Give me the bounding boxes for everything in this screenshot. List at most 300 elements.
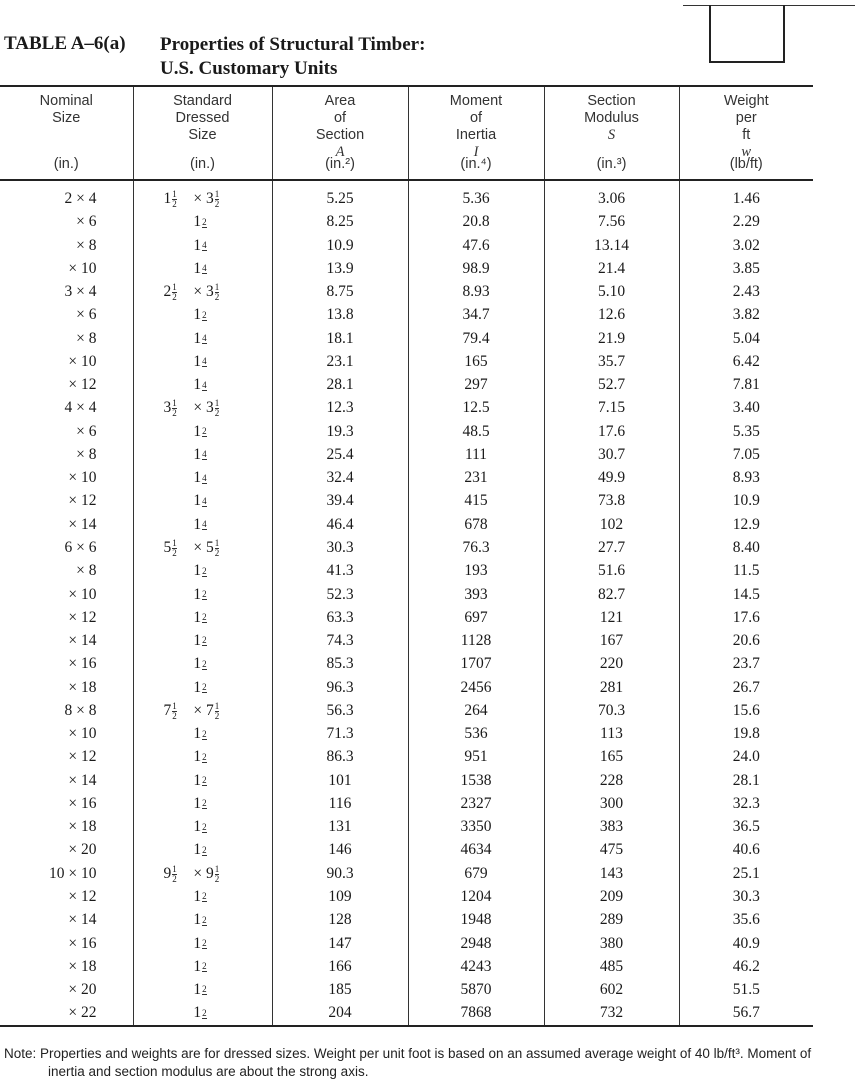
area-cell: 56.3: [272, 699, 408, 722]
table-row: [0, 234, 813, 257]
weight-cell: 32.3: [732, 794, 760, 812]
dressed-size-cell: 1 4: [133, 443, 272, 466]
table-row: [0, 303, 813, 326]
weight-cell: 28.1: [732, 771, 760, 789]
inertia-cell: 4243: [408, 955, 544, 978]
inertia-cell: 79.4: [408, 327, 544, 350]
inertia-cell: 2327: [408, 792, 544, 815]
modulus-cell: 70.3: [544, 699, 679, 722]
fraction: $\frac{1}{2}$: [172, 188, 177, 209]
weight-cell: 12.9: [732, 515, 760, 533]
dressed-size-cell: 1 2: [133, 676, 272, 699]
fraction: 4: [202, 472, 207, 483]
modulus-cell: 21.4: [544, 257, 679, 280]
weight-cell: 3.40: [732, 399, 760, 417]
area-cell: 28.1: [272, 373, 408, 396]
header-label: Moment of Inertia I: [449, 93, 503, 160]
table-row: [0, 396, 813, 419]
dressed-size-cell: 1 2: [133, 606, 272, 629]
inertia-cell: 1707: [408, 652, 544, 675]
area-cell: 146: [272, 838, 408, 861]
dressed-size-cell: 1 2: [133, 1001, 272, 1025]
modulus-cell: 27.7: [544, 536, 679, 559]
modulus-cell: 289: [544, 908, 679, 931]
fraction: 2: [202, 844, 207, 855]
caption-line-1: Properties of Structural Timber:: [160, 34, 426, 55]
nominal-size-cell: × 14: [0, 769, 133, 792]
fraction: 4: [202, 356, 207, 367]
dressed-size-cell: 1 2: [133, 652, 272, 675]
fraction: $\frac{1}{2}$: [214, 282, 220, 302]
modulus-cell: 475: [544, 838, 679, 861]
weight-cell: 26.7: [732, 678, 760, 696]
table-row: [0, 210, 813, 233]
inertia-cell: 2948: [408, 932, 544, 955]
modulus-cell: 485: [544, 955, 679, 978]
header-label: Nominal Size: [39, 93, 93, 126]
fraction: $\frac{1}{2}$: [172, 282, 177, 302]
area-cell: 185: [272, 978, 408, 1001]
table-row: [0, 559, 813, 582]
modulus-cell: 5.10: [544, 280, 679, 303]
dressed-size-cell: 1 2: [133, 303, 272, 326]
fraction: 2: [202, 984, 207, 995]
weight-cell: 15.6: [732, 701, 760, 719]
fraction: 2: [202, 682, 207, 693]
modulus-cell: 220: [544, 652, 679, 675]
modulus-cell: 121: [544, 606, 679, 629]
nominal-size-cell: × 12: [0, 885, 133, 908]
inertia-cell: 231: [408, 466, 544, 489]
table-row: [0, 955, 813, 978]
modulus-cell: 13.14: [544, 234, 679, 257]
dressed-size-cell: 1 2: [133, 745, 272, 768]
area-cell: 23.1: [272, 350, 408, 373]
modulus-cell: 602: [544, 978, 679, 1001]
inertia-cell: 5870: [408, 978, 544, 1001]
dressed-size-cell: 1 2: [133, 955, 272, 978]
note-text: Note: Properties and weights are for dressed sizes. Weight per unit foot is based on an assumed average weight of 40 lb/ft³. Moment of inertia and section modulus are about the strong axis.: [4, 1046, 812, 1079]
fraction: 4: [202, 379, 207, 390]
inertia-cell: 47.6: [408, 234, 544, 257]
header-label: Weight per ft w: [723, 93, 769, 160]
modulus-cell: 380: [544, 932, 679, 955]
nominal-size-cell: × 12: [0, 606, 133, 629]
area-cell: 74.3: [272, 629, 408, 652]
header-unit: (in.²): [325, 156, 355, 172]
nominal-size-cell: × 8: [0, 559, 133, 582]
nominal-size-cell: × 18: [0, 955, 133, 978]
table-row: [0, 536, 813, 559]
area-cell: 101: [272, 769, 408, 792]
fraction: $\frac{1}{2}$: [172, 537, 177, 558]
nominal-size-cell: × 12: [0, 745, 133, 768]
dressed-size-cell: 1 4: [133, 489, 272, 512]
dressed-size-cell: 5 $\frac{1}{2}$ × 5 $\frac{1}{2}$: [133, 536, 272, 559]
table-row: [0, 443, 813, 466]
dressed-size-cell: 9 $\frac{1}{2}$ × 9 $\frac{1}{2}$: [133, 862, 272, 885]
area-cell: 63.3: [272, 606, 408, 629]
area-cell: 86.3: [272, 745, 408, 768]
dressed-size-cell: 1 2: [133, 815, 272, 838]
fraction: 2: [202, 937, 207, 948]
weight-cell: 11.5: [732, 562, 760, 580]
inertia-cell: 415: [408, 489, 544, 512]
fraction: 2: [202, 821, 207, 832]
modulus-cell: 35.7: [544, 350, 679, 373]
weight-cell: 30.3: [732, 887, 760, 905]
nominal-size-cell: × 12: [0, 489, 133, 512]
dressed-size-cell: 3 $\frac{1}{2}$ × 3 $\frac{1}{2}$: [133, 396, 272, 419]
header-section-modulus: [544, 86, 679, 180]
table-row: [0, 838, 813, 861]
nominal-size-cell: × 10: [0, 350, 133, 373]
dressed-size-cell: 1 $\frac{1}{2}$ × 3 $\frac{1}{2}$: [133, 180, 272, 210]
dressed-size-cell: 1 2: [133, 885, 272, 908]
nominal-size-cell: 3 × 4: [0, 280, 133, 303]
modulus-cell: 49.9: [544, 466, 679, 489]
nominal-size-cell: × 18: [0, 676, 133, 699]
dressed-size-cell: 1 2: [133, 838, 272, 861]
fraction: 4: [202, 333, 207, 344]
modulus-cell: 732: [544, 1001, 679, 1025]
fraction: $\frac{1}{2}$: [214, 188, 220, 209]
area-cell: 147: [272, 932, 408, 955]
table-row: [0, 606, 813, 629]
header-area: [272, 86, 408, 180]
inertia-cell: 297: [408, 373, 544, 396]
dressed-size-cell: 1 2: [133, 932, 272, 955]
weight-cell: 3.82: [732, 306, 760, 324]
table-row: [0, 257, 813, 280]
dressed-size-cell: 1 2: [133, 629, 272, 652]
modulus-cell: 165: [544, 745, 679, 768]
weight-cell: 19.8: [732, 725, 760, 743]
weight-cell: 8.40: [732, 538, 760, 556]
modulus-cell: 281: [544, 676, 679, 699]
modulus-cell: 52.7: [544, 373, 679, 396]
inertia-cell: 3350: [408, 815, 544, 838]
modulus-cell: 228: [544, 769, 679, 792]
fraction: $\frac{1}{2}$: [172, 863, 177, 884]
nominal-size-cell: × 10: [0, 583, 133, 606]
inertia-cell: 8.93: [408, 280, 544, 303]
area-cell: 32.4: [272, 466, 408, 489]
inertia-cell: 5.36: [408, 180, 544, 210]
header-label: Section Modulus S: [584, 93, 639, 143]
weight-cell: 40.6: [732, 841, 760, 859]
dressed-size-cell: 1 4: [133, 466, 272, 489]
fraction: 2: [202, 426, 207, 437]
nominal-size-cell: × 6: [0, 210, 133, 233]
fraction: 2: [202, 216, 207, 227]
table-row: [0, 652, 813, 675]
fraction: 4: [202, 449, 207, 460]
area-cell: 8.75: [272, 280, 408, 303]
inertia-cell: 1204: [408, 885, 544, 908]
weight-cell: 35.6: [732, 911, 760, 929]
table-row: [0, 862, 813, 885]
modulus-cell: 7.56: [544, 210, 679, 233]
inertia-cell: 111: [408, 443, 544, 466]
header-label: Standard Dressed Size: [173, 93, 232, 143]
nominal-size-cell: × 18: [0, 815, 133, 838]
nominal-size-cell: × 8: [0, 234, 133, 257]
area-cell: 13.9: [272, 257, 408, 280]
table-row: [0, 676, 813, 699]
modulus-cell: 17.6: [544, 420, 679, 443]
area-cell: 71.3: [272, 722, 408, 745]
nominal-size-cell: 10 × 10: [0, 862, 133, 885]
fraction: $\frac{1}{2}$: [172, 700, 177, 721]
inertia-cell: 48.5: [408, 420, 544, 443]
table-row: [0, 792, 813, 815]
fraction: 2: [202, 309, 207, 320]
area-cell: 128: [272, 908, 408, 931]
fraction: $\frac{1}{2}$: [214, 700, 220, 721]
fraction: $\frac{1}{2}$: [214, 863, 220, 884]
header-unit: (in.³): [596, 156, 627, 172]
table-row: [0, 280, 813, 303]
fraction: 2: [202, 1007, 207, 1018]
inertia-cell: 34.7: [408, 303, 544, 326]
inertia-cell: 264: [408, 699, 544, 722]
nominal-size-cell: × 8: [0, 443, 133, 466]
nominal-size-cell: × 16: [0, 792, 133, 815]
weight-cell: 2.43: [732, 283, 760, 301]
modulus-cell: 12.6: [544, 303, 679, 326]
weight-cell: 14.5: [732, 585, 760, 603]
fraction: 2: [202, 588, 207, 599]
table-note: [4, 1045, 844, 1081]
fraction: 2: [202, 961, 207, 972]
fraction: 2: [202, 565, 207, 576]
area-cell: 52.3: [272, 583, 408, 606]
dressed-size-cell: 1 2: [133, 583, 272, 606]
area-cell: 39.4: [272, 489, 408, 512]
area-cell: 116: [272, 792, 408, 815]
table-row: [0, 722, 813, 745]
weight-cell: 56.7: [679, 1001, 813, 1025]
inertia-cell: 165: [408, 350, 544, 373]
fraction: $\frac{1}{2}$: [214, 537, 220, 558]
header-label: Area of Section A: [315, 93, 365, 160]
inertia-cell: 697: [408, 606, 544, 629]
inertia-cell: 98.9: [408, 257, 544, 280]
table-row: [0, 489, 813, 512]
area-cell: 13.8: [272, 303, 408, 326]
modulus-cell: 3.06: [544, 180, 679, 210]
table-row: [0, 373, 813, 396]
nominal-size-cell: × 6: [0, 420, 133, 443]
fraction: 2: [202, 775, 207, 786]
table-row: [0, 466, 813, 489]
fraction: 2: [202, 728, 207, 739]
table-row: [0, 908, 813, 931]
weight-cell: 51.5: [732, 981, 760, 999]
nominal-size-cell: × 8: [0, 327, 133, 350]
modulus-cell: 300: [544, 792, 679, 815]
fraction: 2: [202, 658, 207, 669]
nominal-size-cell: × 12: [0, 373, 133, 396]
fraction: 2: [202, 612, 207, 623]
area-cell: 5.25: [272, 180, 408, 210]
inertia-cell: 76.3: [408, 536, 544, 559]
dressed-size-cell: 1 4: [133, 350, 272, 373]
inertia-cell: 193: [408, 559, 544, 582]
timber-properties-table: [0, 85, 813, 1027]
fraction: 2: [202, 798, 207, 809]
dressed-size-cell: 1 2: [133, 722, 272, 745]
dressed-size-cell: 1 2: [133, 978, 272, 1001]
weight-cell: 25.1: [732, 864, 760, 882]
nominal-size-cell: × 20: [0, 978, 133, 1001]
inertia-cell: 7868: [408, 1001, 544, 1025]
area-cell: 12.3: [272, 396, 408, 419]
table-row: [0, 769, 813, 792]
header-unit: (in.): [53, 156, 79, 172]
fraction: 2: [202, 914, 207, 925]
fraction: 2: [202, 751, 207, 762]
nominal-size-cell: × 14: [0, 513, 133, 536]
area-cell: 46.4: [272, 513, 408, 536]
nominal-size-cell: × 20: [0, 838, 133, 861]
fraction: 2: [202, 891, 207, 902]
area-cell: 96.3: [272, 676, 408, 699]
weight-cell: 3.02: [732, 236, 760, 254]
dressed-size-cell: 7 $\frac{1}{2}$ × 7 $\frac{1}{2}$: [133, 699, 272, 722]
nominal-size-cell: 6 × 6: [0, 536, 133, 559]
fraction: 2: [202, 635, 207, 646]
table-row: [0, 699, 813, 722]
table-row: [0, 583, 813, 606]
fraction: 4: [202, 263, 207, 274]
fraction: 4: [202, 519, 207, 530]
modulus-cell: 167: [544, 629, 679, 652]
table-row: [0, 513, 813, 536]
dressed-size-cell: 1 2: [133, 210, 272, 233]
dressed-size-cell: 1 2: [133, 792, 272, 815]
weight-cell: 17.6: [732, 608, 760, 626]
dressed-size-cell: 2 $\frac{1}{2}$ × 3 $\frac{1}{2}$: [133, 280, 272, 303]
modulus-cell: 21.9: [544, 327, 679, 350]
table-row: [0, 932, 813, 955]
inertia-cell: 678: [408, 513, 544, 536]
modulus-cell: 143: [544, 862, 679, 885]
weight-cell: 46.2: [732, 957, 760, 975]
header-weight-per-ft: [679, 86, 813, 180]
table-row: [0, 1001, 813, 1025]
modulus-cell: 7.15: [544, 396, 679, 419]
header-unit: (in.): [190, 156, 215, 172]
modulus-cell: 73.8: [544, 489, 679, 512]
weight-cell: 1.46: [732, 190, 760, 207]
fraction: 4: [202, 239, 207, 250]
dressed-size-cell: 1 4: [133, 257, 272, 280]
modulus-cell: 383: [544, 815, 679, 838]
nominal-size-cell: × 16: [0, 652, 133, 675]
inertia-cell: 1538: [408, 769, 544, 792]
weight-cell: 20.6: [732, 632, 760, 650]
weight-cell: 8.93: [732, 469, 760, 487]
inertia-cell: 1948: [408, 908, 544, 931]
dressed-size-cell: 1 4: [133, 513, 272, 536]
dressed-size-cell: 1 2: [133, 559, 272, 582]
weight-cell: 5.04: [732, 329, 760, 347]
nominal-size-cell: 8 × 8: [0, 699, 133, 722]
weight-cell: 36.5: [732, 818, 760, 836]
table-body: [0, 180, 813, 1026]
weight-cell: 6.42: [732, 352, 760, 370]
nominal-size-cell: × 6: [0, 303, 133, 326]
weight-cell: 7.81: [732, 376, 760, 394]
area-cell: 131: [272, 815, 408, 838]
area-cell: 166: [272, 955, 408, 978]
table-row: [0, 978, 813, 1001]
area-cell: 10.9: [272, 234, 408, 257]
area-cell: 19.3: [272, 420, 408, 443]
inertia-cell: 1128: [408, 629, 544, 652]
area-cell: 30.3: [272, 536, 408, 559]
dressed-size-cell: 1 4: [133, 373, 272, 396]
modulus-cell: 30.7: [544, 443, 679, 466]
table-row: [0, 885, 813, 908]
modulus-cell: 51.6: [544, 559, 679, 582]
modulus-cell: 82.7: [544, 583, 679, 606]
table-number: TABLE A–6(a): [4, 33, 126, 54]
header-row: [0, 86, 813, 180]
weight-cell: 7.05: [732, 445, 760, 463]
inertia-cell: 20.8: [408, 210, 544, 233]
dressed-size-cell: 1 2: [133, 420, 272, 443]
table-title: [2, 31, 852, 79]
dressed-size-cell: 1 4: [133, 327, 272, 350]
area-cell: 25.4: [272, 443, 408, 466]
weight-cell: 40.9: [732, 934, 760, 952]
dressed-size-cell: 1 2: [133, 769, 272, 792]
table-row: [0, 327, 813, 350]
nominal-size-cell: × 16: [0, 932, 133, 955]
inertia-cell: 393: [408, 583, 544, 606]
nominal-size-cell: × 14: [0, 629, 133, 652]
area-cell: 8.25: [272, 210, 408, 233]
caption-line-2: U.S. Customary Units: [160, 58, 338, 79]
table-row: [0, 350, 813, 373]
nominal-size-cell: × 10: [0, 257, 133, 280]
area-cell: 85.3: [272, 652, 408, 675]
modulus-cell: 102: [544, 513, 679, 536]
inertia-cell: 951: [408, 745, 544, 768]
table-row: [0, 815, 813, 838]
inertia-cell: 2456: [408, 676, 544, 699]
modulus-cell: 209: [544, 885, 679, 908]
header-moment-of-inertia: [408, 86, 544, 180]
weight-cell: 10.9: [732, 492, 760, 510]
table-row: [0, 180, 813, 210]
weight-cell: 3.85: [732, 259, 760, 277]
weight-cell: 23.7: [732, 655, 760, 673]
area-cell: 204: [272, 1001, 408, 1025]
inertia-cell: 4634: [408, 838, 544, 861]
modulus-cell: 113: [544, 722, 679, 745]
header-unit: (lb/ft): [729, 156, 763, 172]
fraction: $\frac{1}{2}$: [214, 398, 220, 419]
weight-cell: 2.29: [732, 213, 760, 231]
nominal-size-cell: × 14: [0, 908, 133, 931]
header-dressed-size: [133, 86, 272, 180]
dressed-size-cell: 1 4: [133, 234, 272, 257]
table-row: [0, 420, 813, 443]
